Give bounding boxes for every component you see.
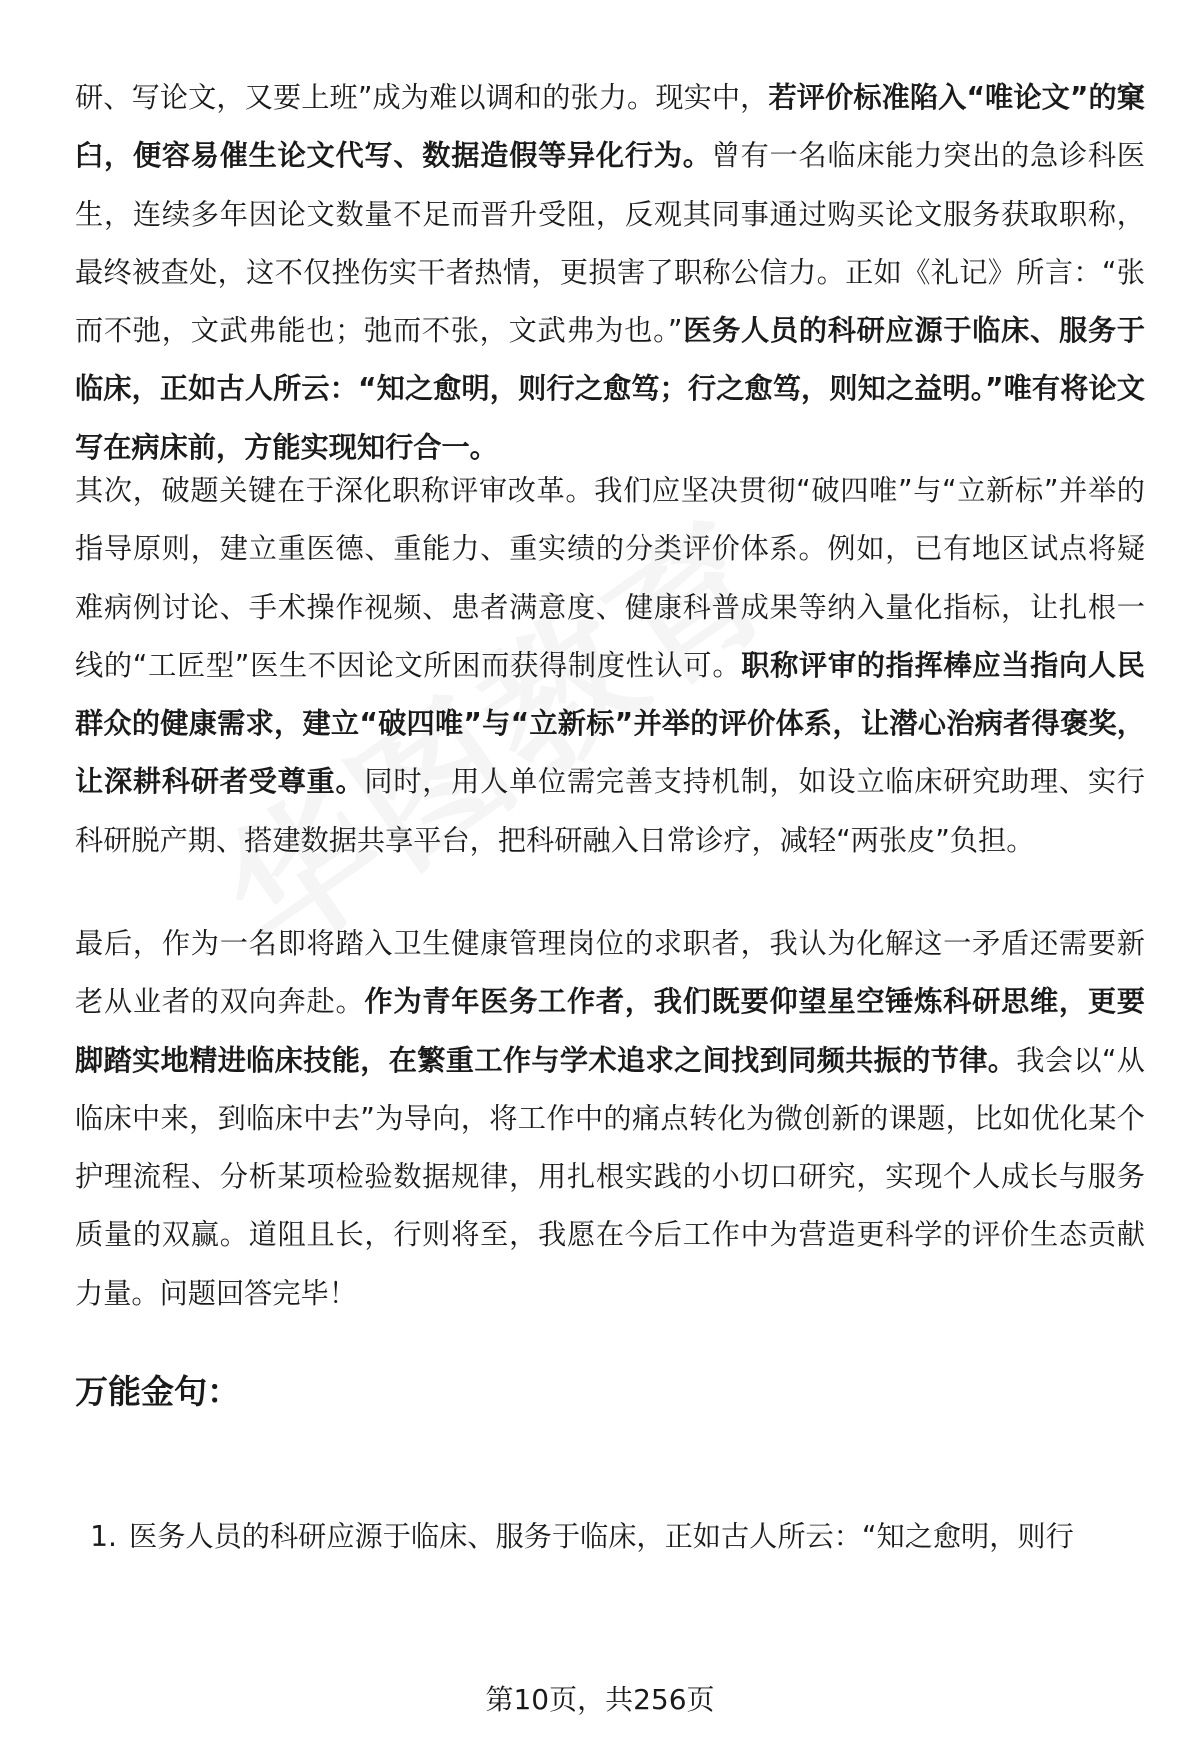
page-footer: 第10页，共256页: [485, 1683, 715, 1716]
paragraph-3-bold-segment: 作为青年医务工作者，我们既要仰望星空锤炼科研思维，更要脚踏实地精进临床技能，在繁重工作与学术追求之间找到同频共振的节律。: [75, 985, 1145, 1077]
paragraph-1-bold-segment-2: 医务人员的科研应源于临床、服务于临床，正如古人所云：“知之愈明，则行之愈笃；行之愈笃，则知之益明。”唯有将论文写在病床前，方能实现知行合一。: [75, 314, 1145, 464]
paragraph-2: [75, 462, 1145, 870]
paragraph-2-bold-segment: 职称评审的指挥棒应当指向人民群众的健康需求，建立“破四唯”与“立新标”并举的评价体系，让潜心治病者得褒奖，让深耕科研者受尊重。: [75, 648, 1145, 799]
golden-sentence-list: [75, 1508, 1145, 1566]
section-heading: 万能金句：: [75, 1372, 240, 1411]
paragraph-1-segment-2: 曾有一名临床能力突出的急诊科医生，连续多年因论文数量不足而晋升受阻，反观其同事通过购买论文服务获取职称，最终被查处，这不仅挫伤实干者热情，更损害了职称公信力。正如《礼记》所言：“张而不弛，文武弗能也；弛而不张，文武弗为也。”: [75, 139, 1145, 348]
paragraph-2-segment-1: 其次，破题关键在于深化职称评审改革。我们应坚决贯彻“破四唯”与“立新标”并举的指导原则，建立重医德、重能力、重实绩的分类评价体系。例如，已有地区试点将疑难病例讨论、手术操作视频、患者满意度、健康科普成果等纳入量化指标，让扎根一线的“工匠型”医生不因论文所困而获得制度性认可。: [75, 474, 1145, 682]
paragraph-3-segment-1: 最后，作为一名即将踏入卫生健康管理岗位的求职者，我认为化解这一矛盾还需要新老从业者的双向奔赴。: [75, 927, 1145, 1019]
list-item-text: 医务人员的科研应源于临床、服务于临床，正如古人所云：“知之愈明，则行: [129, 1520, 1074, 1553]
paragraph-1-bold-segment-1: 若评价标准陷入“唯论文”的窠臼，便容易催生论文代写、数据造假等异化行为。: [75, 81, 1145, 173]
paragraph-3: [75, 915, 1145, 1323]
paragraph-1: [75, 69, 1145, 477]
paragraph-1-segment-1: 研、写论文，又要上班”成为难以调和的张力。现实中，: [75, 81, 769, 114]
list-item: [75, 1508, 1145, 1566]
paragraph-3-segment-2: 我会以“从临床中来，到临床中去”为导向，将工作中的痛点转化为微创新的课题，比如优化某个护理流程、分析某项检验数据规律，用扎根实践的小切口研究，实现个人成长与服务质量的双赢。道阻且长，行则将至，我愿在今后工作中为营造更科学的评价生态贡献力量。问题回答完毕！: [75, 1043, 1145, 1310]
paragraph-2-segment-2: 同时，用人单位需完善支持机制，如设立临床研究助理、实行科研脱产期、搭建数据共享平台，把科研融入日常诊疗，减轻“两张皮”负担。: [75, 765, 1145, 857]
list-item-number: 1.: [90, 1520, 117, 1553]
